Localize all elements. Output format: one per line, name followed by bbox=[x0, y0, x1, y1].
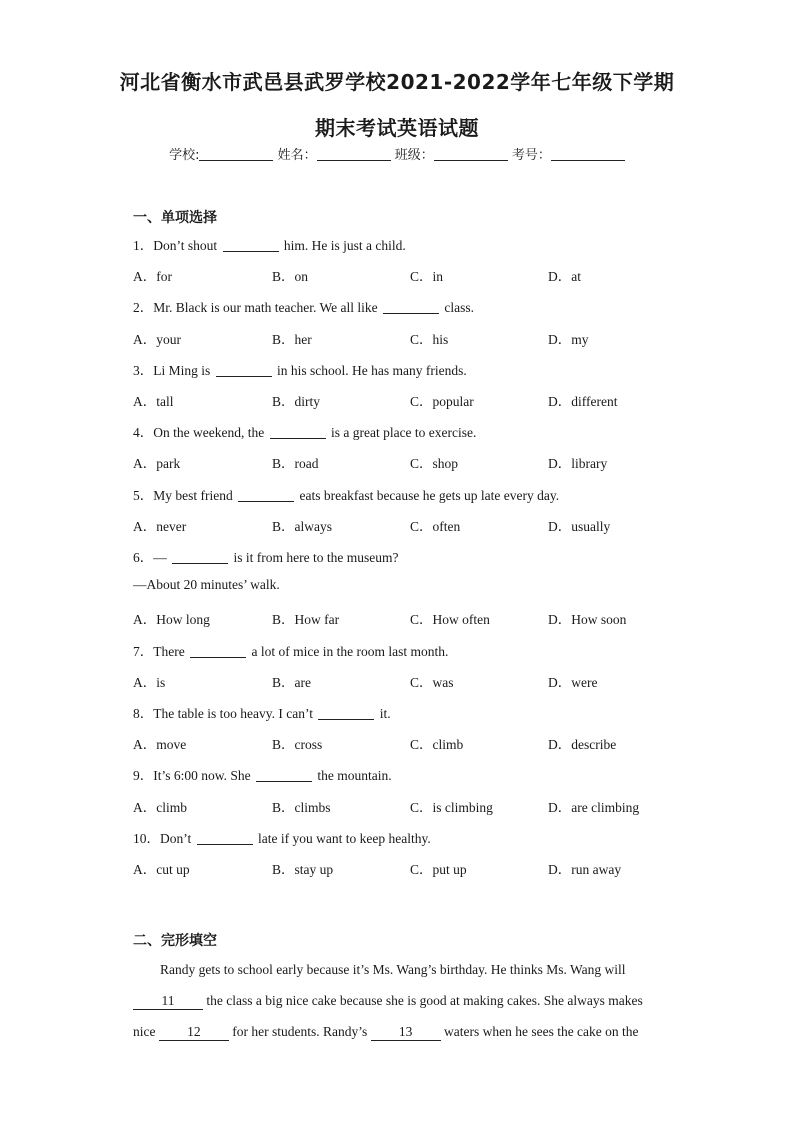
option-a[interactable]: A．park bbox=[133, 456, 181, 472]
answer-blank[interactable] bbox=[223, 239, 279, 252]
option-c[interactable]: C．put up bbox=[410, 862, 467, 877]
answer-blank[interactable] bbox=[256, 769, 312, 782]
answer-blank[interactable] bbox=[383, 301, 439, 314]
option-b[interactable]: B．always bbox=[272, 518, 332, 534]
option-d[interactable]: D．usually bbox=[548, 518, 611, 534]
exam-number-blank[interactable] bbox=[551, 147, 625, 161]
option-c[interactable]: C．his bbox=[410, 331, 449, 347]
question-9 bbox=[133, 764, 392, 784]
question-stem-end: him. He is just a child. bbox=[283, 238, 406, 253]
section-heading-cloze: 二、完形填空 bbox=[133, 933, 217, 949]
option-c[interactable]: C．is climbing bbox=[410, 799, 493, 815]
question-stem: 8．The table is too heavy. I can’t bbox=[133, 706, 313, 721]
school-label: 学校: bbox=[169, 148, 200, 163]
question-6 bbox=[133, 546, 398, 566]
name-label: 姓名： bbox=[277, 148, 317, 163]
question-stem-end: it. bbox=[379, 706, 391, 721]
option-d[interactable]: D．How soon bbox=[548, 612, 627, 628]
option-d[interactable]: D．my bbox=[548, 331, 589, 347]
option-c[interactable]: C．shop bbox=[410, 456, 459, 472]
dialogue-reply: —About 20 minutes’ walk. bbox=[133, 577, 280, 593]
option-a[interactable]: A．cut up bbox=[133, 862, 190, 877]
question-7 bbox=[133, 640, 448, 660]
school-blank[interactable] bbox=[199, 147, 273, 161]
option-b[interactable]: B．on bbox=[272, 269, 309, 285]
answer-blank[interactable] bbox=[238, 489, 294, 502]
question-stem-end: the mountain. bbox=[317, 768, 392, 784]
answer-blank[interactable] bbox=[197, 832, 253, 845]
option-a[interactable]: A．your bbox=[133, 331, 181, 347]
question-stem-end: is it from here to the museum? bbox=[233, 550, 399, 565]
option-c[interactable]: C．How often bbox=[410, 612, 490, 628]
section-heading-single-choice: 一、单项选择 bbox=[133, 210, 217, 226]
exam-title-line2: 期末考试英语试题 bbox=[315, 116, 479, 140]
question-8 bbox=[133, 702, 391, 722]
question-4 bbox=[133, 421, 476, 441]
option-b[interactable]: B．her bbox=[272, 331, 312, 347]
option-b[interactable]: B．dirty bbox=[272, 394, 321, 409]
student-info-row bbox=[0, 144, 794, 163]
answer-blank[interactable] bbox=[190, 645, 246, 658]
option-c[interactable]: C．was bbox=[410, 674, 454, 690]
option-a[interactable]: A．How long bbox=[133, 612, 210, 628]
class-label: 班级： bbox=[394, 148, 434, 163]
answer-blank[interactable] bbox=[172, 551, 228, 564]
cloze-blank-11[interactable]: 11 bbox=[133, 993, 203, 1010]
option-c[interactable]: C．in bbox=[410, 269, 444, 285]
cloze-text: nice bbox=[133, 1024, 159, 1039]
option-b[interactable]: B．road bbox=[272, 456, 319, 472]
answer-blank[interactable] bbox=[216, 364, 272, 377]
option-d[interactable]: D．describe bbox=[548, 737, 617, 753]
cloze-line-1: Randy gets to school early because it’s Ms. Wang’s birthday. He thinks Ms. Wang will bbox=[160, 962, 626, 977]
option-d[interactable]: D．different bbox=[548, 394, 618, 409]
question-stem: 3．Li Ming is bbox=[133, 362, 211, 378]
option-d[interactable]: D．run away bbox=[548, 862, 622, 877]
answer-blank[interactable] bbox=[270, 426, 326, 439]
option-b[interactable]: B．How far bbox=[272, 612, 340, 628]
option-a[interactable]: A．tall bbox=[133, 394, 174, 409]
option-a[interactable]: A．climb bbox=[133, 799, 187, 815]
cloze-text: waters when he sees the cake on the bbox=[440, 1024, 639, 1039]
option-b[interactable]: B．cross bbox=[272, 737, 323, 753]
option-b[interactable]: B．climbs bbox=[272, 799, 331, 815]
option-d[interactable]: D．at bbox=[548, 269, 581, 285]
name-blank[interactable] bbox=[317, 147, 391, 161]
option-c[interactable]: C．often bbox=[410, 518, 461, 534]
cloze-text: the class a big nice cake because she is good at making cakes. She always makes bbox=[203, 993, 643, 1008]
cloze-line-2 bbox=[133, 993, 663, 1010]
option-c[interactable]: C．climb bbox=[410, 737, 464, 753]
class-blank[interactable] bbox=[434, 147, 508, 161]
option-a[interactable]: A．is bbox=[133, 674, 166, 690]
answer-blank[interactable] bbox=[318, 707, 374, 720]
option-a[interactable]: A．never bbox=[133, 518, 187, 534]
question-stem-end: a lot of mice in the room last month. bbox=[251, 643, 449, 659]
option-d[interactable]: D．were bbox=[548, 674, 598, 690]
question-stem: 6．— bbox=[133, 550, 167, 565]
question-2 bbox=[133, 296, 474, 316]
exam-title-line1: 河北省衡水市武邑县武罗学校2021-2022学年七年级下学期 bbox=[119, 70, 675, 94]
question-stem: 1．Don’t shout bbox=[133, 238, 218, 253]
question-1 bbox=[133, 234, 406, 254]
question-10 bbox=[133, 827, 431, 847]
question-stem-end: class. bbox=[444, 300, 474, 316]
question-stem-end: late if you want to keep healthy. bbox=[258, 830, 431, 846]
option-a[interactable]: A．move bbox=[133, 737, 187, 753]
exam-number-label: 考号： bbox=[511, 148, 551, 163]
question-stem: 7．There bbox=[133, 643, 185, 659]
option-c[interactable]: C．popular bbox=[410, 394, 474, 409]
cloze-blank-13[interactable]: 13 bbox=[371, 1024, 441, 1041]
question-stem: 10．Don’t bbox=[133, 830, 192, 846]
option-d[interactable]: D．library bbox=[548, 456, 608, 472]
option-d[interactable]: D．are climbing bbox=[548, 799, 640, 815]
cloze-line-3 bbox=[133, 1024, 663, 1041]
option-b[interactable]: B．are bbox=[272, 674, 311, 690]
question-stem: 2．Mr. Black is our math teacher. We all like bbox=[133, 300, 378, 316]
question-3 bbox=[133, 359, 467, 379]
cloze-blank-12[interactable]: 12 bbox=[159, 1024, 229, 1041]
question-stem-end: eats breakfast because he gets up late every day. bbox=[299, 487, 560, 503]
cloze-text: for her students. Randy’s bbox=[228, 1024, 371, 1039]
question-5 bbox=[133, 484, 559, 504]
question-stem: 9．It’s 6:00 now. She bbox=[133, 768, 251, 784]
question-stem-end: in his school. He has many friends. bbox=[277, 362, 467, 378]
question-stem: 4．On the weekend, the bbox=[133, 425, 265, 441]
option-b[interactable]: B．stay up bbox=[272, 862, 334, 877]
option-a[interactable]: A．for bbox=[133, 269, 172, 285]
question-stem: 5．My best friend bbox=[133, 487, 233, 503]
question-stem-end: is a great place to exercise. bbox=[330, 425, 477, 441]
